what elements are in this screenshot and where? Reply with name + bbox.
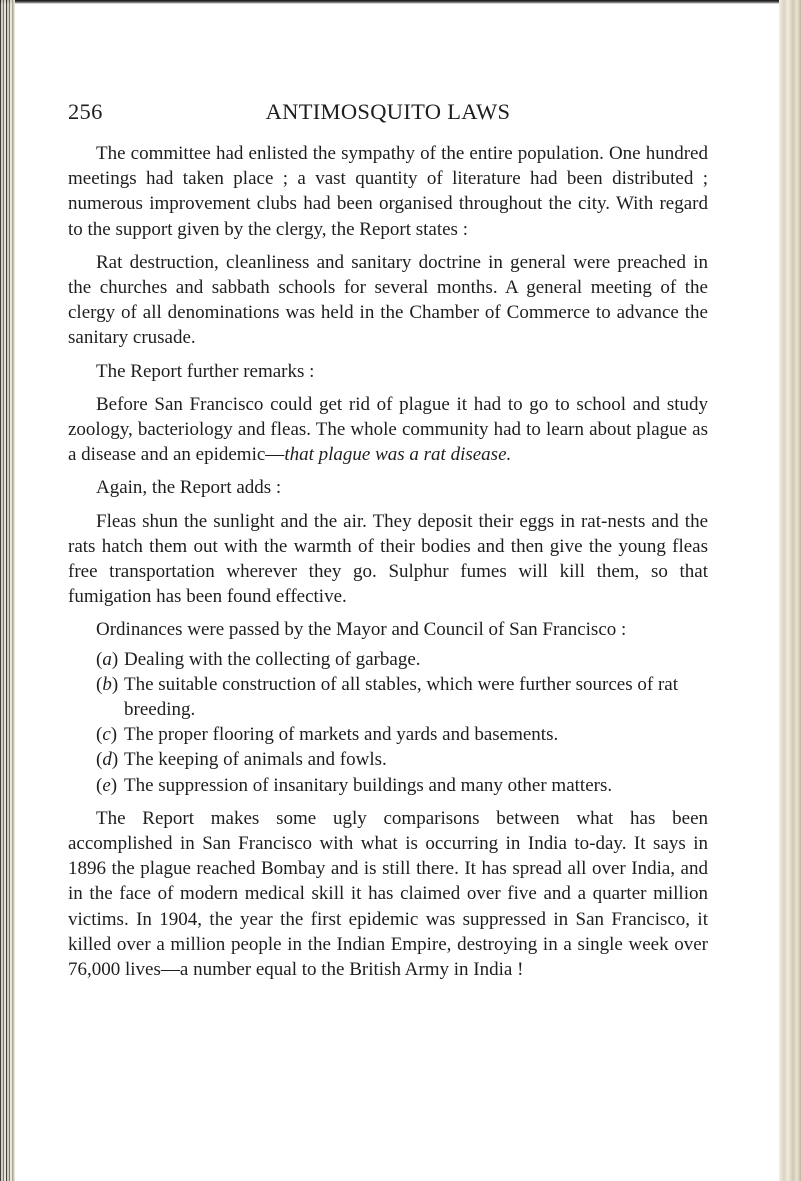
list-item xyxy=(68,722,708,747)
list-item xyxy=(68,747,708,772)
paragraph-committee: The committee had enlisted the sympathy of the entire population. One hundred meetings had taken place ; a vast quantity of literature had been distributed ; numerous improvement clubs had been organised throughout the city. With regard to the support given by the clergy, the Report states : xyxy=(68,143,708,240)
quote-fleas: Fleas shun the sunlight and the air. They deposit their eggs in rat-nests and the rats hatch them out with the warmth of their bodies and then give the young fleas free transportation wherever they go. Sulphur fumes will kill them, so that fumigation has been found effective. xyxy=(68,510,708,608)
list-item-text: The suitable construction of all stables, which were further sources of rat breeding. xyxy=(124,673,678,721)
list-item-text: The keeping of animals and fowls. xyxy=(124,749,387,771)
list-item-marker: (c) xyxy=(96,724,118,746)
quote-plague-school-text: Before San Francisco could get rid of plague it had to go to school and study zoology, bacteriology and fleas. The whole community had to learn about plague as a disease and an epidemic— xyxy=(68,393,708,466)
page-top-edge xyxy=(0,0,801,4)
page-header xyxy=(68,99,708,129)
paragraph-report-remarks: The Report further remarks : xyxy=(96,360,315,382)
page-number: 256 xyxy=(68,99,103,124)
page-gutter-shadow xyxy=(12,0,15,1181)
ordinances-list xyxy=(68,647,708,798)
paragraph-comparisons: The Report makes some ugly comparisons between what has been accomplished in San Francisco with what is occurring in India to-day. It says in 1896 the plague reached Bombay and is still there. It has spread all over India, and in the face of modern medical skill it has claimed over five and a quarter million victims. In 1904, the year the first epidemic was suppressed in San Francisco, it killed over a million people in the Indian Empire, destroying in a single week over 76,000 lives—a number equal to the British Army in India ! xyxy=(68,807,708,981)
quote-rat-destruction: Rat destruction, cleanliness and sanitary doctrine in general were preached in the churches and sabbath schools for several months. A general meeting of the clergy of all denominations was held in the Chamber of Commerce to advance the sanitary crusade. xyxy=(68,251,708,349)
list-item xyxy=(68,647,708,672)
list-item-text: Dealing with the collecting of garbage. xyxy=(124,648,421,670)
page-body xyxy=(68,141,708,982)
page-right-edge xyxy=(779,0,801,1181)
list-item-marker: (d) xyxy=(96,749,119,771)
list-item xyxy=(68,672,708,722)
list-item-marker: (a) xyxy=(96,648,119,670)
list-item-text: The proper flooring of markets and yards and basements. xyxy=(124,724,559,746)
paragraph-report-adds: Again, the Report adds : xyxy=(96,477,282,499)
quote-plague-school-emphasis: that plague was a rat disease. xyxy=(284,444,512,466)
book-spine-edge xyxy=(0,0,12,1181)
list-item xyxy=(68,773,708,798)
quote-plague-school xyxy=(68,392,708,468)
list-item-marker: (b) xyxy=(96,673,119,695)
list-item-text: The suppression of insanitary buildings and many other matters. xyxy=(124,774,613,796)
running-head: ANTIMOSQUITO LAWS xyxy=(265,99,511,124)
paragraph-ordinances: Ordinances were passed by the Mayor and Council of San Francisco : xyxy=(96,619,627,641)
list-item-marker: (e) xyxy=(96,774,118,796)
